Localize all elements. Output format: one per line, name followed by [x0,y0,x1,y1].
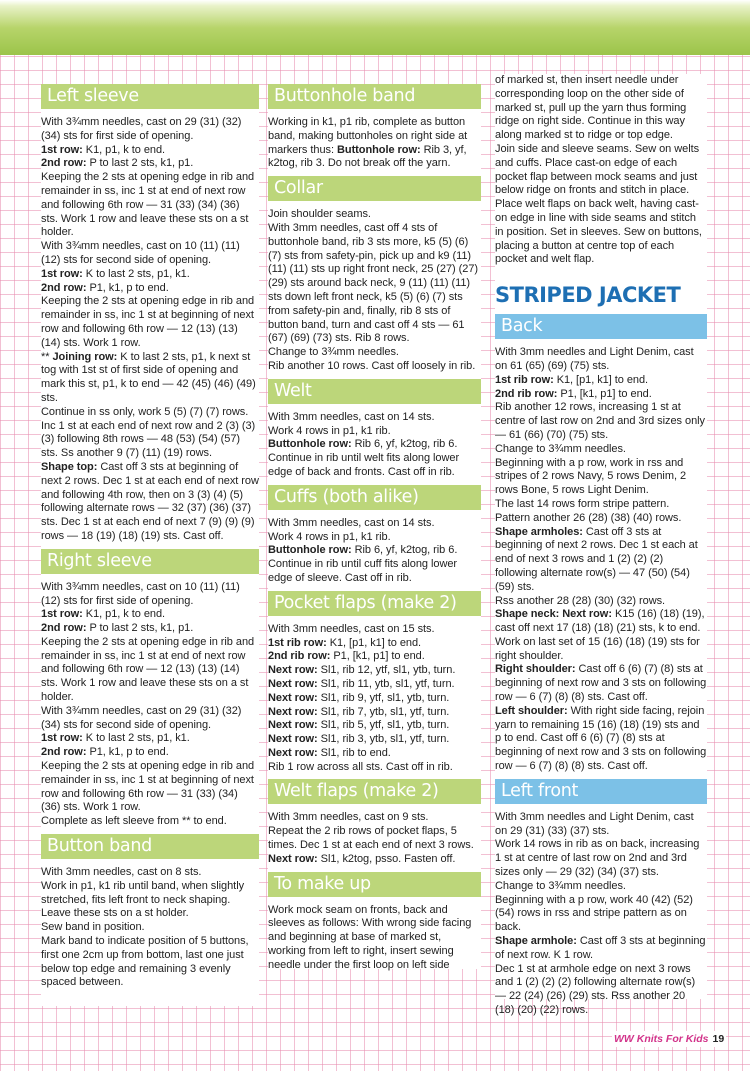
row-text: Rib 3, yf, k2tog, rib 3. Do not break off the yarn. [268,143,470,170]
text-para: Rib 1 row across all sts. Cast off in rib. [268,760,453,773]
top-green-band [0,0,750,55]
row-text: P1, k1, p to end. [86,281,169,294]
row-label: 2nd row: [41,157,87,170]
row-label: Shape armhole: [495,935,577,948]
row-label: 2nd row: [41,622,87,635]
text-para: Keeping the 2 sts at opening edge in rib and remainder in ss, inc 1 st at end of next row and following 6th row — 31 (33) (34) (36) sts. Work 1 row and leave these sts on a st holder. [41,171,258,239]
row-label: Buttonhole row: [337,143,421,156]
text-para: With 3¾mm needles, cast on 10 (11) (11) (12) sts for second side of opening. [41,240,243,266]
text-para: With 3¾mm needles, cast on 29 (31) (32) (34) sts for second side of opening. [41,704,245,731]
row-label: 2nd rib row: [495,387,558,400]
row-text: Rib 6, yf, k2tog, rib 6. Continue in rib until welt fits along lower edge of back and fronts. Cast off in rib. [268,438,463,478]
row-text: Sl1, rib 5, ytf, sl1, ytb, turn. [317,719,450,732]
section-heading-back: Back [495,314,707,339]
row-text: Cast off 3 sts at beginning of next 2 rows. Dec 1 st each at end of next 3 rows and 1 (2) (2) (2) following alternate row(s) — 47 (50) (54) (59) sts. Rss another 28 (28) (30) (32) rows. [495,525,698,607]
row-label: Shape top: [41,460,98,473]
row-label: Next row: [268,664,318,677]
row-text: Sl1, rib 9, ytf, sl1, ytb, turn. [317,691,450,704]
welt-body [268,411,481,480]
text-para: With 3mm needles and Light Denim, cast on 61 (65) (69) (75) sts. [495,346,697,372]
left-sleeve-body [41,116,262,544]
row-text: Sl1, rib 3, ytb, sl1, ytf, turn. [317,733,450,746]
row-label: Next row: [268,677,318,690]
row-label: 1st rib row: [268,636,327,649]
row-label: Next row: [268,746,318,759]
text-para: With 3mm needles, cast on 14 sts. Work 4 rows in p1, k1 rib. [268,410,435,437]
pocket-flaps-body [268,623,481,775]
row-text: Sl1, rib to end. [317,746,391,759]
row-text: Sl1, rib 11, ytb, sl1, ytf, turn. [317,677,455,690]
text-para: Keeping the 2 sts at opening edge in rib and remainder in ss, inc 1 st at end of next row and following 6th row — 12 (13) (13) (14) sts. Work 1 row and leave these sts on a st holder. [41,635,258,704]
buttonhole-band-body [268,116,481,171]
section-heading-pocket-flaps: Pocket flaps (make 2) [268,591,481,616]
text-para: With 3mm needles, cast on 14 sts. Work 4 rows in p1, k1 rib. [268,516,435,543]
row-text: Cast off 3 sts at beginning of next 2 rows. Dec 1 st at each end of next row and following 4th row, then on 3 (3) (4) (5) following alternate rows — 32 (37) (36) (37) sts. Dec 1 st at each end of next 7 (9) (9) (9) rows — 18 (19) (18) (19) sts. Cast off. [41,460,262,542]
row-label: Next row: [268,691,318,704]
column-2 [268,84,481,969]
row-text: Rib 6, yf, k2tog, rib 6. Continue in rib until cuff fits along lower edge of sleeve. Cast off in rib. [268,544,461,584]
section-heading-welt: Welt [268,379,481,404]
section-heading-left-sleeve: Left sleeve [41,84,259,109]
section-heading-collar: Collar [268,176,481,201]
row-text: P1, [k1, p1] to end. [557,387,652,400]
column-1 [41,84,262,1006]
row-text: P1, [k1, p1] to end. [330,650,425,663]
text-para: With 3¾mm needles, cast on 29 (31) (32) (34) sts for first side of opening. [41,116,245,142]
section-heading-right-sleeve: Right sleeve [41,549,259,574]
row-text: K1, p1, k to end. [82,608,166,621]
row-text: K to last 2 sts, p1, k1. [82,732,190,745]
welt-flaps-body [268,811,481,866]
text-para: Keeping the 2 sts at opening edge in rib and remainder in ss, inc 1 st at beginning of next row and following 6th row — 31 (33) (34) (36) sts. Work 1 row. [41,760,258,814]
button-band-body: With 3mm needles, cast on 8 sts. Work in p1, k1 rib until band, when slightly stretched, fits left front to neck shaping. Leave these sts on a st holder. Sew band in position. Mark band to indicate position of 5 buttons, first one 2cm up from bottom, last one just below top edge and remaining 3 evenly spaced between. [41,866,249,989]
row-text: K1, [p1, k1] to end. [553,373,649,386]
row-label: Right shoulder: [495,663,576,676]
magazine-name: WW Knits For Kids [614,1033,709,1045]
row-label: 1st row: [41,143,83,156]
row-text: K15 (16) (18) (19), cast off next 17 (18) (18) (21) sts, k to end. Work on last set of 15 (16) (18) (19) sts for right shoulder. [495,608,708,662]
row-text: K to last 2 sts, p1, k1. [82,267,190,280]
section-heading-to-make-up: To make up [268,872,481,897]
text-para: With 3mm needles, cast on 15 sts. [268,622,435,635]
text-para: With 3¾mm needles, cast on 10 (11) (11) (12) sts for first side of opening. [41,580,243,607]
row-text: With right side facing, rejoin yarn to remaining 15 (16) (18) (19) sts and p to end. Cast off 6 (6) (7) (8) sts at beginning of next row and 3 sts on following row — 6 (7) (8) (8) sts. Cast off. [495,704,710,773]
row-label: 1st rib row: [495,373,554,386]
row-label: 1st row: [41,267,83,280]
text-para: With 3mm needles and Light Denim, cast on 29 (31) (33) (37) sts. Work 14 rows in rib as on back, increasing 1 st at centre of last row on 2nd and 3rd sizes only — 29 (32) (34) (37) sts. Change to 3¾mm needles. Beginning with a p row, work 40 (42) (52) (54) rows in rss and stripe pattern as on back. [495,810,700,934]
row-label: 1st row: [41,732,83,745]
column-3 [495,74,710,1017]
row-label: Shape armholes: [495,525,583,538]
left-front-body [495,811,707,1018]
row-label: Left shoulder: [495,704,568,717]
to-make-up-continued: of marked st, then insert needle under corresponding loop on the other side of marked st, pull up the yarn thus forming ridge on right side. Continue in this way along marked st to ridge or top edge. Join side and sleeve seams. Sew on welts and cuffs. Place cast-on edge of each pocket flap between mock seams and just below ridge on fronts and stitch in place. Place welt flaps on back welt, having cast-on edge in line with side seams and stitch in position. Set in sleeves. Sew on buttons, placing a button at centre top of each pocket and welt flap. [495,74,702,266]
row-text: Sl1, rib 12, ytf, sl1, ytb, turn. [317,664,456,677]
row-label: Buttonhole row: [268,544,352,557]
page-number: 19 [712,1033,725,1045]
to-make-up-body: Work mock seam on fronts, back and sleeves as follows: With wrong side facing and beginning at base of marked st, working from left to right, insert sewing needle under the first loop on left side [268,903,475,971]
section-heading-cuffs: Cuffs (both alike) [268,485,481,510]
text-para: Keeping the 2 sts at opening edge in rib and remainder in ss, inc 1 st at beginning of next row and following 6th row — 12 (13) (13) (14) sts. Work 1 row. [41,295,258,349]
back-body [495,346,710,774]
section-heading-button-band: Button band [41,834,259,859]
row-text: K to last 2 sts, p1, k next st tog with 1st st of first side of opening and mark this st, p1, k to end — 42 (45) (46) (49) sts. [41,350,259,404]
cuffs-body [268,517,481,586]
page-footer [612,1031,726,1047]
row-text: K1, [p1, k1] to end. [326,636,422,649]
marker-prefix: ** [41,350,53,363]
text-para: Continue in ss only, work 5 (5) (7) (7) rows. Inc 1 st at each end of next row and 2 (3) (3) (3) following 8th rows — 48 (53) (54) (57) sts. Ss another 9 (7) (11) (19) rows. [41,405,259,460]
row-text: P to last 2 sts, k1, p1. [86,157,194,170]
section-heading-buttonhole-band: Buttonhole band [268,84,481,109]
row-text: K1, p1, k to end. [82,143,166,156]
collar-body: Join shoulder seams. With 3mm needles, cast off 4 sts of buttonhole band, rib 3 sts more, k5 (5) (6) (7) sts from safety-pin, pick up and k9 (11) (11) (11) sts up right front neck, 25 (27) (27) (29) sts around back neck, 9 (11) (11) (11) sts down left front neck, k5 (5) (6) (7) sts from safety-pin and, finally, rib 8 sts of button band, turn and cast off 4 sts — 61 (67) (69) (73) sts. Rib 8 rows. Change to 3¾mm needles. Rib another 10 rows. Cast off loosely in rib. [268,208,478,372]
text-para: Complete as left sleeve from ** to end. [41,815,227,828]
row-text: P1, k1, p to end. [86,746,169,759]
row-label: Next row: [268,719,318,732]
row-label: Buttonhole row: [268,438,352,451]
row-text: Cast off 6 (6) (7) (8) sts at beginning of next row and 3 sts on following row — 6 (7) (8) (8) sts. Cast off. [495,663,710,704]
row-text: P to last 2 sts, k1, p1. [86,622,194,635]
section-heading-welt-flaps: Welt flaps (make 2) [268,779,481,804]
text-para: With 3mm needles, cast on 9 sts. Repeat the 2 rib rows of pocket flaps, 5 times. Dec 1 st at each end of next 3 rows. [268,811,474,852]
row-text: Sl1, rib 7, ytb, sl1, ytf, turn. [317,705,450,718]
row-label: 2nd rib row: [268,650,331,663]
row-label: Joining row: [52,350,118,363]
section-heading-left-front: Left front [495,779,707,804]
row-label: Next row: [268,852,318,865]
row-label: Next row: [268,733,318,746]
right-sleeve-body [41,581,259,829]
row-text: Cast off 3 sts at beginning of next row. K 1 row. Dec 1 st at armhole edge on next 3 rows and 1 (2) (2) (2) following alternate row(s) — 22 (24) (26) (29) sts. Rss another 20 (18) (20) (22) rows. [495,935,706,1017]
row-label: Next row: [268,705,318,718]
text-para: Working in k1, p1 rib, complete as button band, making buttonholes on right side at markers thus: [268,116,471,156]
row-label: 2nd row: [41,281,87,294]
text-para: Rib another 12 rows, increasing 1 st at centre of last row on 2nd and 3rd sizes only — 61 (66) (70) (75) sts. Change to 3¾mm needles. Beginning with a p row, work in rss and stripes of 2 rows Navy, 5 rows Denim, 2 rows Bone, 5 rows Light Denim. The last 14 rows form stripe pattern. Pattern another 26 (28) (38) (40) rows. [495,401,705,524]
row-label: 2nd row: [41,746,87,759]
row-label: Shape neck: Next row: [495,608,612,621]
row-text: Sl1, k2tog, psso. Fasten off. [317,852,456,865]
row-label: 1st row: [41,608,83,621]
pattern-title: STRIPED JACKET [495,283,681,308]
